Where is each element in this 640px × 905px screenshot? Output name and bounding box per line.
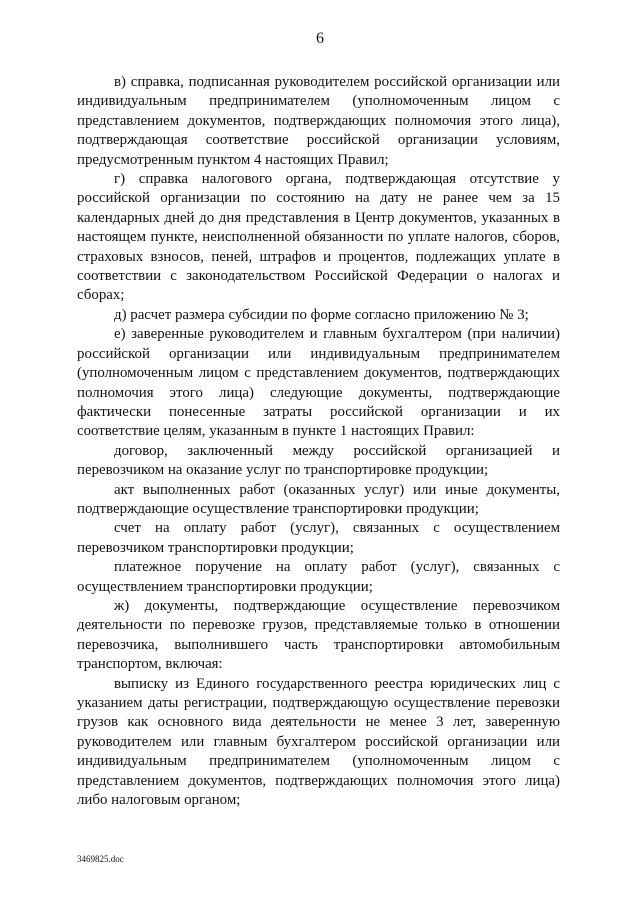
paragraph-contract: договор, заключенный между российской организацией и перевозчиком на оказание услуг по транспортировке продукции; <box>77 442 560 479</box>
paragraph-extract: выписку из Единого государственного реестра юридических лиц с указанием даты регистрации, подтверждающую осуществление перевозки грузов как основного вида деятельности не менее 3 лет, заверенную руководителем или главным бухгалтером российской организации или индивидуальным предпринимателем (уполномоченным лицом с представлением документов, подтверждающих полномочия этого лица) либо налоговым органом; <box>77 675 560 809</box>
paragraph-v: в) справка, подписанная руководителем российской организации или индивидуальным предпринимателем (уполномоченным лицом с представлением документов, подтверждающих полномочия этого лица), подтверждающая соответствие российской организации условиям, предусмотренным пунктом 4 настоящих Правил; <box>77 74 560 168</box>
paragraph-invoice: счет на оплату работ (услуг), связанных с осуществлением перевозчиком транспортировки продукции; <box>77 520 560 556</box>
file-name-footer: 3469825.doc <box>77 854 124 864</box>
paragraph-zh: ж) документы, подтверждающие осуществление перевозчиком деятельности по перевозке грузов, представляемые только в отношении перевозчика, выполнившего часть транспортировки автомобильным транспортом, включая: <box>77 597 560 673</box>
paragraph-g: г) справка налогового органа, подтверждающая отсутствие у российской организации по состоянию на дату не ранее чем за 15 календарных дней до дня представления в Центр документов, указанных в настоящем пункте, неисполненной обязанности по уплате налогов, сборов, страховых взносов, пеней, штрафов и процентов, подлежащих уплате в соответствии с законодательством Российской Федерации о налогах и сборах; <box>77 171 560 304</box>
page-number: 6 <box>316 30 324 47</box>
paragraph-e: е) заверенные руководителем и главным бухгалтером (при наличии) российской организации или индивидуальным предпринимателем (уполномоченным лицом с представлением документов, подтверждающих полномочия этого лица) следующие документы, подтверждающие фактически понесенные затраты российской организации и их соответствие целям, указанным в пункте 1 настоящих Правил: <box>77 326 560 440</box>
paragraph-act: акт выполненных работ (оказанных услуг) или иные документы, подтверждающие осуществление транспортировки продукции; <box>77 481 560 517</box>
paragraph-d: д) расчет размера субсидии по форме согласно приложению № 3; <box>114 306 529 323</box>
document-body <box>77 73 560 810</box>
paragraph-payment-order: платежное поручение на оплату работ (услуг), связанных с осуществлением транспортировки продукции; <box>77 559 560 595</box>
